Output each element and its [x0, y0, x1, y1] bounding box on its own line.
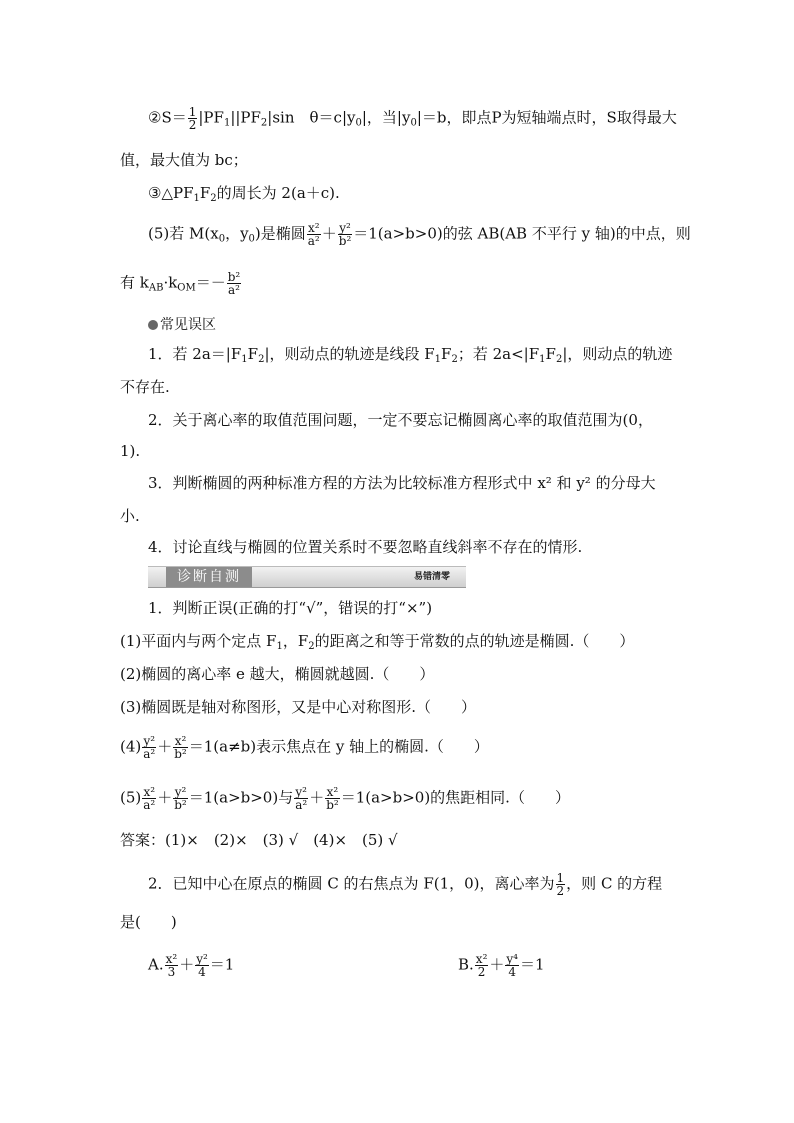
numerator: x² — [326, 785, 339, 799]
option-label: A. — [148, 955, 164, 974]
subscript: 1 — [434, 354, 442, 365]
subscript: 1 — [276, 641, 283, 652]
numerator: x² — [475, 952, 488, 966]
subscript: 1 — [223, 117, 231, 129]
text: ＋ — [489, 955, 505, 974]
fraction — [475, 953, 489, 978]
slope-product-line — [120, 271, 690, 299]
text: 1．若 2a＝|F — [148, 345, 242, 363]
denominator: b² — [326, 798, 339, 812]
option-a — [148, 953, 408, 978]
text: F — [247, 345, 259, 363]
text: ＝1(a≠b)表示焦点在 y 轴上的椭圆.（ ） — [188, 737, 489, 756]
text: (1)平面内与两个定点 F — [120, 632, 277, 650]
fraction — [338, 222, 353, 247]
fraction — [227, 271, 242, 296]
option-label: B. — [458, 955, 474, 974]
denominator: 4 — [198, 965, 206, 979]
mistake-2-cont: 1). — [120, 442, 141, 460]
question-1-title: 1．判断正误(正确的打“√”，错误的打“×”) — [148, 599, 433, 617]
text: F — [545, 345, 556, 363]
subscript: 2 — [555, 354, 563, 365]
subscript: 2 — [260, 117, 268, 129]
perimeter-line — [148, 183, 718, 209]
text: |PF — [198, 108, 224, 127]
question-2-cont: 是( ) — [120, 913, 177, 931]
numerator: y² — [295, 785, 307, 799]
numerator: x² — [174, 734, 187, 748]
mistake-2: 2．关于离心率的取值范围问题，一定不要忘记椭圆离心率的取值范围为(0， — [148, 411, 653, 429]
numerator: 1 — [188, 105, 197, 119]
subscript: 2 — [308, 641, 315, 652]
numerator: y² — [174, 785, 187, 799]
text: ②S＝ — [148, 108, 187, 127]
denominator: b² — [338, 234, 352, 248]
mistake-1-cont: 不存在. — [120, 378, 170, 396]
fraction — [165, 953, 179, 978]
numerator: y² — [143, 734, 156, 748]
subscript: 0 — [218, 233, 226, 245]
text: |，当|y — [361, 108, 411, 127]
answer-line: 答案：(1)× (2)× (3) √ (4)× (5) √ — [120, 831, 398, 849]
subscript: 2 — [258, 354, 265, 365]
denominator: 4 — [508, 965, 516, 979]
text: ＋ — [179, 955, 195, 974]
subscript: 0 — [248, 233, 255, 245]
denominator: a² — [143, 798, 156, 812]
denominator: a² — [228, 283, 240, 297]
subscript: 2 — [451, 354, 458, 365]
text: 的距离之和等于常数的点的轨迹是椭圆.（ ） — [314, 632, 635, 650]
text: 2．已知中心在原点的椭圆 C 的右焦点为 F(1，0)，离心率为 — [148, 874, 555, 893]
question-1-item-3: (3)椭圆既是轴对称图形，又是中心对称图形.（ ） — [120, 698, 477, 716]
text: ＋ — [157, 788, 173, 807]
text: ||PF — [230, 108, 261, 127]
text: )是椭圆 — [254, 224, 306, 243]
text: (5)若 M(x — [148, 224, 219, 243]
mistake-4: 4．讨论直线与椭圆的位置关系时不要忽略直线斜率不存在的情形. — [148, 538, 583, 556]
text: F — [441, 345, 452, 363]
fraction — [294, 786, 308, 811]
subscript: 0 — [355, 117, 362, 129]
denominator: 2 — [556, 884, 565, 898]
text: ＋ — [309, 788, 325, 807]
fraction — [505, 953, 519, 978]
numerator: y² — [196, 952, 208, 966]
midpoint-property-line — [148, 222, 718, 250]
mistake-3-cont: 小. — [120, 507, 140, 525]
fraction — [307, 222, 321, 247]
fraction — [195, 953, 209, 978]
question-1-item-5 — [120, 786, 690, 811]
text: ，y — [225, 224, 249, 243]
text: |＝b，即点P为短轴端点时，S取得最大 — [416, 108, 677, 127]
text: |sin θ＝c|y — [267, 108, 356, 127]
denominator: 2 — [188, 118, 197, 132]
subscript: OM — [177, 282, 196, 294]
question-2 — [148, 872, 718, 897]
text: ，F — [282, 632, 309, 650]
text: ＝1 — [209, 955, 235, 974]
text: ＋ — [157, 737, 173, 756]
text: ；若 2a<|F — [457, 345, 540, 363]
question-1-item-1 — [120, 631, 690, 657]
fraction — [173, 786, 188, 811]
mistake-3: 3．判断椭圆的两种标准方程的方法为比较标准方程形式中 x² 和 y² 的分母大 — [148, 474, 656, 492]
text: 的周长为 2(a＋c). — [216, 184, 340, 202]
text: F — [199, 184, 211, 202]
fraction — [188, 106, 198, 131]
fraction — [556, 872, 566, 897]
numerator: y² — [339, 221, 351, 235]
question-1-item-4 — [120, 735, 690, 760]
fraction — [142, 735, 156, 760]
fraction — [325, 786, 340, 811]
option-b — [458, 953, 698, 978]
text: ·k — [163, 273, 178, 292]
numerator: x² — [143, 785, 156, 799]
subscript: 0 — [410, 117, 417, 129]
text: ③△PF — [148, 184, 194, 202]
text: ＝1 — [519, 955, 545, 974]
numerator: x² — [307, 221, 320, 235]
text: ＋ — [321, 224, 337, 243]
fraction — [142, 786, 156, 811]
banner-tag: 诊断自测 — [166, 567, 252, 587]
text: 有 k — [120, 273, 149, 292]
text: ＝－ — [195, 273, 226, 292]
banner-subtitle: 易错清零 — [413, 572, 450, 582]
text: (4) — [120, 737, 142, 756]
numerator: y⁴ — [506, 952, 518, 966]
subscript: 1 — [241, 354, 248, 365]
numerator: x² — [165, 952, 178, 966]
formula-area-line — [148, 106, 718, 134]
text: ＝1(a>b>0)的弦 AB(AB 不平行 y 轴)的中点，则 — [353, 224, 691, 243]
numerator: b² — [227, 270, 241, 284]
mistake-1 — [148, 344, 718, 370]
text: ＝1(a>b>0)与 — [188, 788, 294, 807]
self-test-banner — [148, 566, 466, 588]
subscript: 1 — [193, 193, 200, 204]
section-title-common-mistakes — [148, 315, 718, 335]
fraction — [173, 735, 188, 760]
denominator: b² — [174, 798, 187, 812]
max-value-line: 值，最大值为 bc； — [120, 151, 248, 169]
denominator: b² — [174, 747, 187, 761]
denominator: a² — [143, 747, 156, 761]
text: (5) — [120, 788, 142, 807]
denominator: a² — [307, 234, 320, 248]
text: |，则动点的轨迹 — [562, 345, 673, 363]
section-title: 常见误区 — [160, 317, 216, 333]
subscript: 2 — [210, 193, 217, 204]
question-1-item-2: (2)椭圆的离心率 e 越大，椭圆就越圆.（ ） — [120, 665, 435, 683]
denominator: 3 — [167, 965, 176, 979]
text: ，则 C 的方程 — [566, 874, 663, 893]
text: |，则动点的轨迹是线段 F — [264, 345, 435, 363]
denominator: a² — [295, 798, 308, 812]
subscript: 1 — [539, 354, 546, 365]
lightbulb-icon — [148, 320, 158, 330]
subscript: AB — [148, 282, 164, 294]
text: ＝1(a>b>0)的焦距相同.（ ） — [340, 788, 570, 807]
denominator: 2 — [477, 965, 486, 979]
numerator: 1 — [556, 871, 565, 885]
